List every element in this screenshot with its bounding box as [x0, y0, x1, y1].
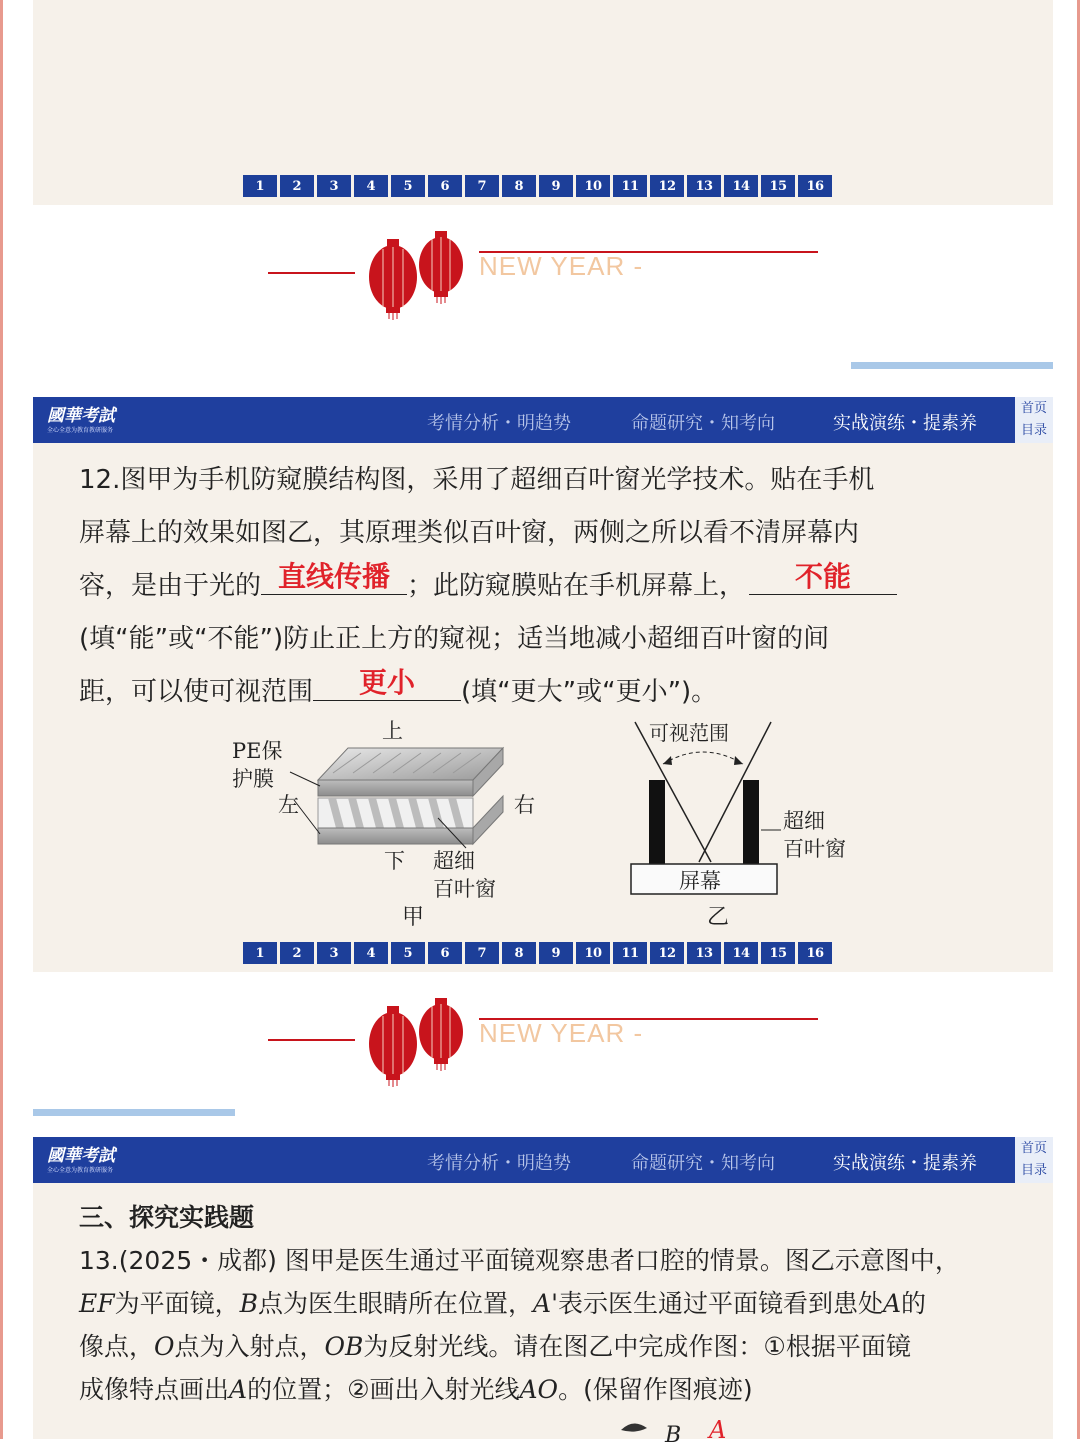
- q12-text: 容，是由于光的: [79, 571, 262, 601]
- nav-research[interactable]: 命题研究・知考向: [631, 1153, 775, 1174]
- page-link[interactable]: 1: [243, 942, 277, 964]
- new-year-divider: [3, 992, 1080, 1112]
- slide-header: [33, 1137, 1053, 1183]
- answer-blank-3[interactable]: 更小: [313, 666, 461, 701]
- home-link[interactable]: 首页: [1020, 1141, 1047, 1156]
- page-link[interactable]: 2: [280, 175, 314, 197]
- side-links: [1015, 397, 1053, 443]
- q12-line: [79, 666, 1014, 719]
- page-link[interactable]: 1: [243, 175, 277, 197]
- toc-link[interactable]: 目录: [1020, 1163, 1047, 1178]
- q13-text: 像点，: [79, 1332, 155, 1361]
- q12-line: 12.图甲为手机防窥膜结构图，采用了超细百叶窗光学技术。贴在手机: [79, 465, 875, 495]
- page-link[interactable]: 11: [613, 175, 647, 197]
- q13-text: 。(保留作图痕迹): [558, 1375, 753, 1404]
- page-link[interactable]: 5: [391, 942, 425, 964]
- q13-text: 为平面镜，: [114, 1289, 240, 1318]
- film-top-front: [318, 780, 473, 796]
- q13-symbol: A: [229, 1375, 248, 1404]
- answer-blank-2[interactable]: 不能: [749, 560, 897, 595]
- page-link[interactable]: 15: [761, 942, 795, 964]
- figure-jia: [228, 718, 548, 933]
- point-a-label: A: [709, 1416, 727, 1442]
- nav-practice[interactable]: 实战演练・提素养: [833, 413, 977, 434]
- label-left: 左: [278, 793, 299, 817]
- page-link[interactable]: 10: [576, 942, 610, 964]
- nav-analysis[interactable]: 考情分析・明趋势: [427, 413, 571, 434]
- point-b-label: B: [665, 1423, 682, 1442]
- page-link[interactable]: 13: [687, 175, 721, 197]
- nav-practice[interactable]: 实战演练・提素养: [833, 1153, 977, 1174]
- accent-line: [33, 1109, 235, 1116]
- page-navigator-1: [243, 175, 832, 197]
- q13-line: [79, 1282, 1014, 1325]
- page-link[interactable]: 14: [724, 942, 758, 964]
- label-blind-2: 百叶窗: [433, 877, 496, 901]
- q13-symbol: A': [533, 1289, 558, 1318]
- q12-line: 屏幕上的效果如图乙，其原理类似百叶窗，两侧之所以看不清屏幕内: [79, 518, 860, 548]
- q13-line: 13.(2025・成都) 图甲是医生通过平面镜观察患者口腔的情景。图乙示意图中，: [79, 1246, 960, 1275]
- page-link[interactable]: 11: [613, 942, 647, 964]
- logo-subtitle: 全心全意为教育教研服务: [47, 1167, 114, 1174]
- page-navigator-2: [243, 942, 832, 964]
- page-link[interactable]: 6: [428, 942, 462, 964]
- side-links: [1015, 1137, 1053, 1183]
- page-link[interactable]: 15: [761, 175, 795, 197]
- q13-symbol: EF: [79, 1289, 115, 1318]
- label-blind-1: 超细: [433, 849, 475, 873]
- page-link[interactable]: 7: [465, 175, 499, 197]
- q13-symbol: AO: [519, 1375, 559, 1404]
- page-link[interactable]: 10: [576, 175, 610, 197]
- page-link[interactable]: 2: [280, 942, 314, 964]
- q13-text: 表示医生通过平面镜看到患处: [557, 1289, 883, 1318]
- q13-line: [79, 1325, 1014, 1368]
- label-right: 右: [514, 793, 535, 817]
- q13-text: 点为医生眼睛所在位置，: [258, 1289, 534, 1318]
- page-link[interactable]: 12: [650, 942, 684, 964]
- label-blind-2: 百叶窗: [783, 837, 846, 861]
- figure-13-partial: [615, 1412, 755, 1442]
- page-link[interactable]: 14: [724, 175, 758, 197]
- page-link[interactable]: 12: [650, 175, 684, 197]
- q13-text: 的位置；②画出入射光线: [247, 1375, 520, 1404]
- label-top: 上: [382, 719, 403, 743]
- new-year-text: NEW YEAR -: [479, 1018, 644, 1048]
- page-link[interactable]: 8: [502, 942, 536, 964]
- nav-analysis[interactable]: 考情分析・明趋势: [427, 1153, 571, 1174]
- new-year-text: NEW YEAR -: [479, 251, 644, 281]
- section-title: 三、探究实践题: [79, 1203, 255, 1232]
- label-pe-1: PE保: [232, 739, 283, 763]
- slide-header: [33, 397, 1053, 443]
- q13-line: [79, 1368, 1014, 1411]
- figure-yi: [623, 718, 883, 933]
- logo: 國華考試: [47, 1146, 115, 1166]
- lantern-decoration-icon: [3, 992, 1080, 1112]
- q13-symbol: OB: [324, 1332, 364, 1361]
- blind-bar-right: [743, 780, 759, 864]
- q12-text: (填“更大”或“更小”)。: [461, 677, 718, 707]
- page-link[interactable]: 7: [465, 942, 499, 964]
- accent-line: [851, 362, 1053, 369]
- q13-text: 点为入射点，: [174, 1332, 325, 1361]
- page-link[interactable]: 9: [539, 942, 573, 964]
- q12-line: [79, 560, 1014, 613]
- page-link[interactable]: 8: [502, 175, 536, 197]
- q12-text: ；此防窥膜贴在手机屏幕上，: [407, 571, 746, 601]
- caption-yi: 乙: [707, 905, 730, 930]
- q13-symbol: A: [882, 1289, 902, 1318]
- page-link[interactable]: 9: [539, 175, 573, 197]
- page-link[interactable]: 4: [354, 942, 388, 964]
- lantern-decoration-icon: [3, 225, 1080, 345]
- page-link[interactable]: 16: [798, 175, 832, 197]
- eye-icon: [621, 1423, 647, 1431]
- answer-blank-1[interactable]: 直线传播: [261, 560, 407, 595]
- new-year-divider: [3, 225, 1080, 345]
- page-link[interactable]: 3: [317, 942, 351, 964]
- label-range: 可视范围: [649, 721, 729, 745]
- q13-symbol: O: [154, 1332, 175, 1361]
- q13-text: 的: [901, 1289, 927, 1318]
- question-12: [79, 454, 1014, 719]
- film-bottom-side: [473, 796, 503, 844]
- label-screen: 屏幕: [679, 869, 721, 893]
- q12-line: (填“能”或“不能”)防止正上方的窥视；适当地减小超细百叶窗的间: [79, 624, 830, 654]
- page-link[interactable]: 6: [428, 175, 462, 197]
- q12-text: 距，可以使可视范围: [79, 677, 314, 707]
- label-bottom: 下: [384, 849, 405, 873]
- caption-jia: 甲: [402, 905, 425, 930]
- nav-research[interactable]: 命题研究・知考向: [631, 413, 775, 434]
- q13-symbol: B: [239, 1289, 258, 1318]
- q13-text: 成像特点画出: [79, 1375, 230, 1404]
- logo: 國華考試: [47, 406, 115, 426]
- label-blind-1: 超细: [783, 809, 825, 833]
- home-link[interactable]: 首页: [1020, 401, 1047, 416]
- question-13: [79, 1196, 1014, 1411]
- page-link[interactable]: 4: [354, 175, 388, 197]
- label-pe-2: 护膜: [232, 767, 274, 791]
- q13-text: 为反射光线。请在图乙中完成作图：①根据平面镜: [363, 1332, 911, 1361]
- blind-bar-left: [649, 780, 665, 864]
- page-link[interactable]: 5: [391, 175, 425, 197]
- page-link[interactable]: 16: [798, 942, 832, 964]
- page-link[interactable]: 3: [317, 175, 351, 197]
- toc-link[interactable]: 目录: [1020, 423, 1047, 438]
- logo-subtitle: 全心全意为教育教研服务: [47, 427, 114, 434]
- page-link[interactable]: 13: [687, 942, 721, 964]
